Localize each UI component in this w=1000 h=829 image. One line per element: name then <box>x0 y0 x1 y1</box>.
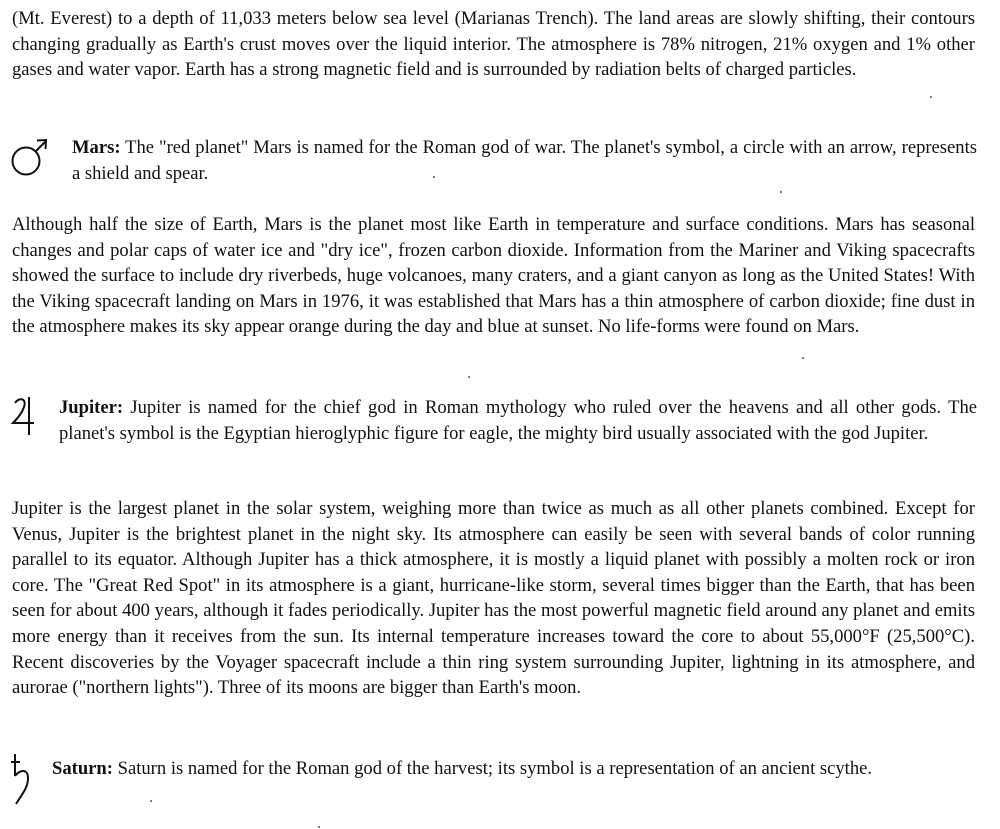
scan-speck <box>433 176 435 178</box>
jupiter-intro-text: Jupiter is named for the chief god in Roman mythology who ruled over the heavens and all other gods. The planet's symbol is the Egyptian hieroglyphic figure for eagle, the mighty bird usually associated with the god Jupiter. <box>59 397 978 444</box>
saturn-section-header <box>0 752 1000 812</box>
jupiter-intro <box>59 395 977 446</box>
scan-speck <box>150 800 152 802</box>
scan-speck <box>780 191 782 193</box>
saturn-intro <box>52 756 977 782</box>
saturn-symbol-icon <box>10 752 36 816</box>
mars-intro <box>72 135 977 186</box>
scan-speck <box>802 357 804 359</box>
mars-body-paragraph: Although half the size of Earth, Mars is the planet most like Earth in temperature and surface conditions. Mars has seasonal changes and polar caps of water ice and "dry ice", frozen carbon dioxide. Information from the Mariner and Viking spacecrafts showed the surface to include dry riverbeds, huge volcanoes, many craters, and a giant canyon as long as the United States! With the Viking spacecraft landing on Mars in 1976, it was established that Mars has a thin atmosphere of carbon dioxide; fine dust in the atmosphere makes its sky appear orange during the day and blue at sunset. No life-forms were found on Mars. <box>12 214 975 338</box>
scan-speck <box>468 376 470 378</box>
jupiter-heading: Jupiter: <box>59 397 124 418</box>
earth-continuation-paragraph: (Mt. Everest) to a depth of 11,033 meters below sea level (Marianas Trench). The land areas are slowly shifting, their contours changing gradually as Earth's crust moves over the liquid interior. The atmosphere is 78% nitrogen, 21% oxygen and 1% other gases and water vapor. Earth has a strong magnetic field and is surrounded by radiation belts of charged particles. <box>12 8 975 81</box>
scan-speck <box>318 826 320 828</box>
scan-speck <box>930 96 932 98</box>
saturn-heading: Saturn: <box>52 758 113 779</box>
mars-symbol-icon <box>10 133 50 187</box>
jupiter-body-paragraph: Jupiter is the largest planet in the solar system, weighing more than twice as much as all other planets combined. Except for Venus, Jupiter is the brightest planet in the night sky. Its atmosphere can easily be seen with several bands of color running parallel to its equator. Although Jupiter has a thick atmosphere, it is mostly a liquid planet with possibly a molten rock or iron core. The "Great Red Spot" in its atmosphere is a giant, hurricane-like storm, several times bigger than the Earth, that has been seen for about 400 years, although it fades periodically. Jupiter has the most powerful magnetic field around any planet and emits more energy than it receives from the sun. Its internal temperature increases toward the core to about 55,000°F (25,500°C). Recent discoveries by the Voyager spacecraft include a thin ring system surrounding Jupiter, lightning in its atmosphere, and aurorae ("northern lights"). Three of its moons are bigger than Earth's moon. <box>12 498 975 699</box>
saturn-intro-text: Saturn is named for the Roman god of the harvest; its symbol is a representation of an ancient scythe. <box>117 758 873 779</box>
jupiter-section-header <box>0 393 1000 473</box>
mars-section-header <box>0 133 1000 193</box>
jupiter-symbol-icon <box>10 393 40 447</box>
mars-intro-text: The "red planet" Mars is named for the Roman god of war. The planet's symbol, a circle with an arrow, represents a shield and spear. <box>72 137 977 184</box>
mars-heading: Mars: <box>72 137 121 158</box>
